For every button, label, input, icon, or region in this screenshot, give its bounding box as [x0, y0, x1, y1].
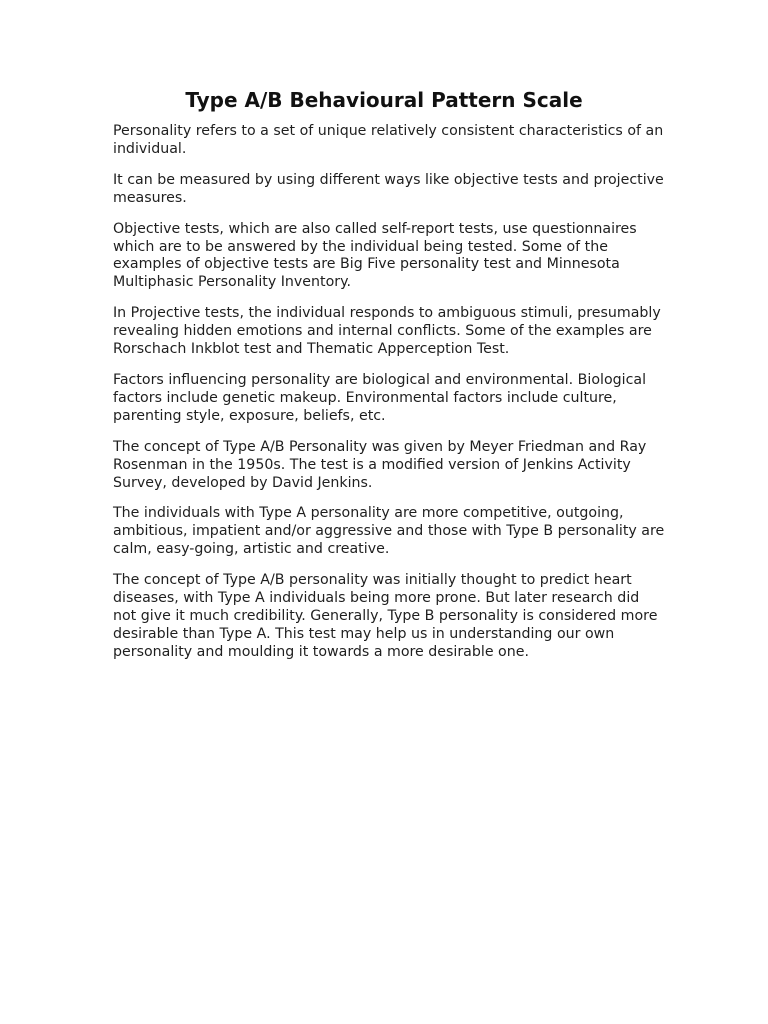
document-body: [113, 123, 665, 675]
paragraph-personality-definition: Personality refers to a set of unique relatively consistent characteristics of an individual.: [113, 123, 664, 157]
page-title: Type A/B Behavioural Pattern Scale: [185, 88, 583, 112]
paragraph-measurement: It can be measured by using different ways like objective tests and projective measures.: [113, 171, 664, 206]
paragraph-type-characteristics: The individuals with Type A personality are more competitive, outgoing, ambitious, impatient and/or aggressive and those with Type B personality are calm, easy-going, artistic and creative.: [113, 505, 665, 558]
paragraph-influencing-factors: Factors influencing personality are biological and environmental. Biological factors include genetic makeup. Environmental factors include culture, parenting style, exposure, beliefs, etc.: [113, 371, 647, 424]
paragraph-objective-tests: Objective tests, which are also called self-report tests, use questionnaires which are to be answered by the individual being tested. Some of the examples of objective tests are Big Five personality test and Minnesota Multiphasic Personality Inventory.: [113, 220, 637, 291]
paragraph-concept-origin: The concept of Type A/B Personality was given by Meyer Friedman and Ray Rosenman in the 1950s. The test is a modified version of Jenkins Activity Survey, developed by David Jenkins.: [113, 438, 647, 491]
paragraph-projective-tests: In Projective tests, the individual responds to ambiguous stimuli, presumably revealing hidden emotions and internal conflicts. Some of the examples are Rorschach Inkblot test and Thematic Apperception Test.: [113, 305, 661, 358]
paragraph-conclusion: The concept of Type A/B personality was initially thought to predict heart diseases, with Type A individuals being more prone. But later research did not give it much credibility. Generally, Type B personality is considered more desirable than Type A. This test may help us in understanding our own personality and moulding it towards a more desirable one.: [113, 572, 658, 660]
